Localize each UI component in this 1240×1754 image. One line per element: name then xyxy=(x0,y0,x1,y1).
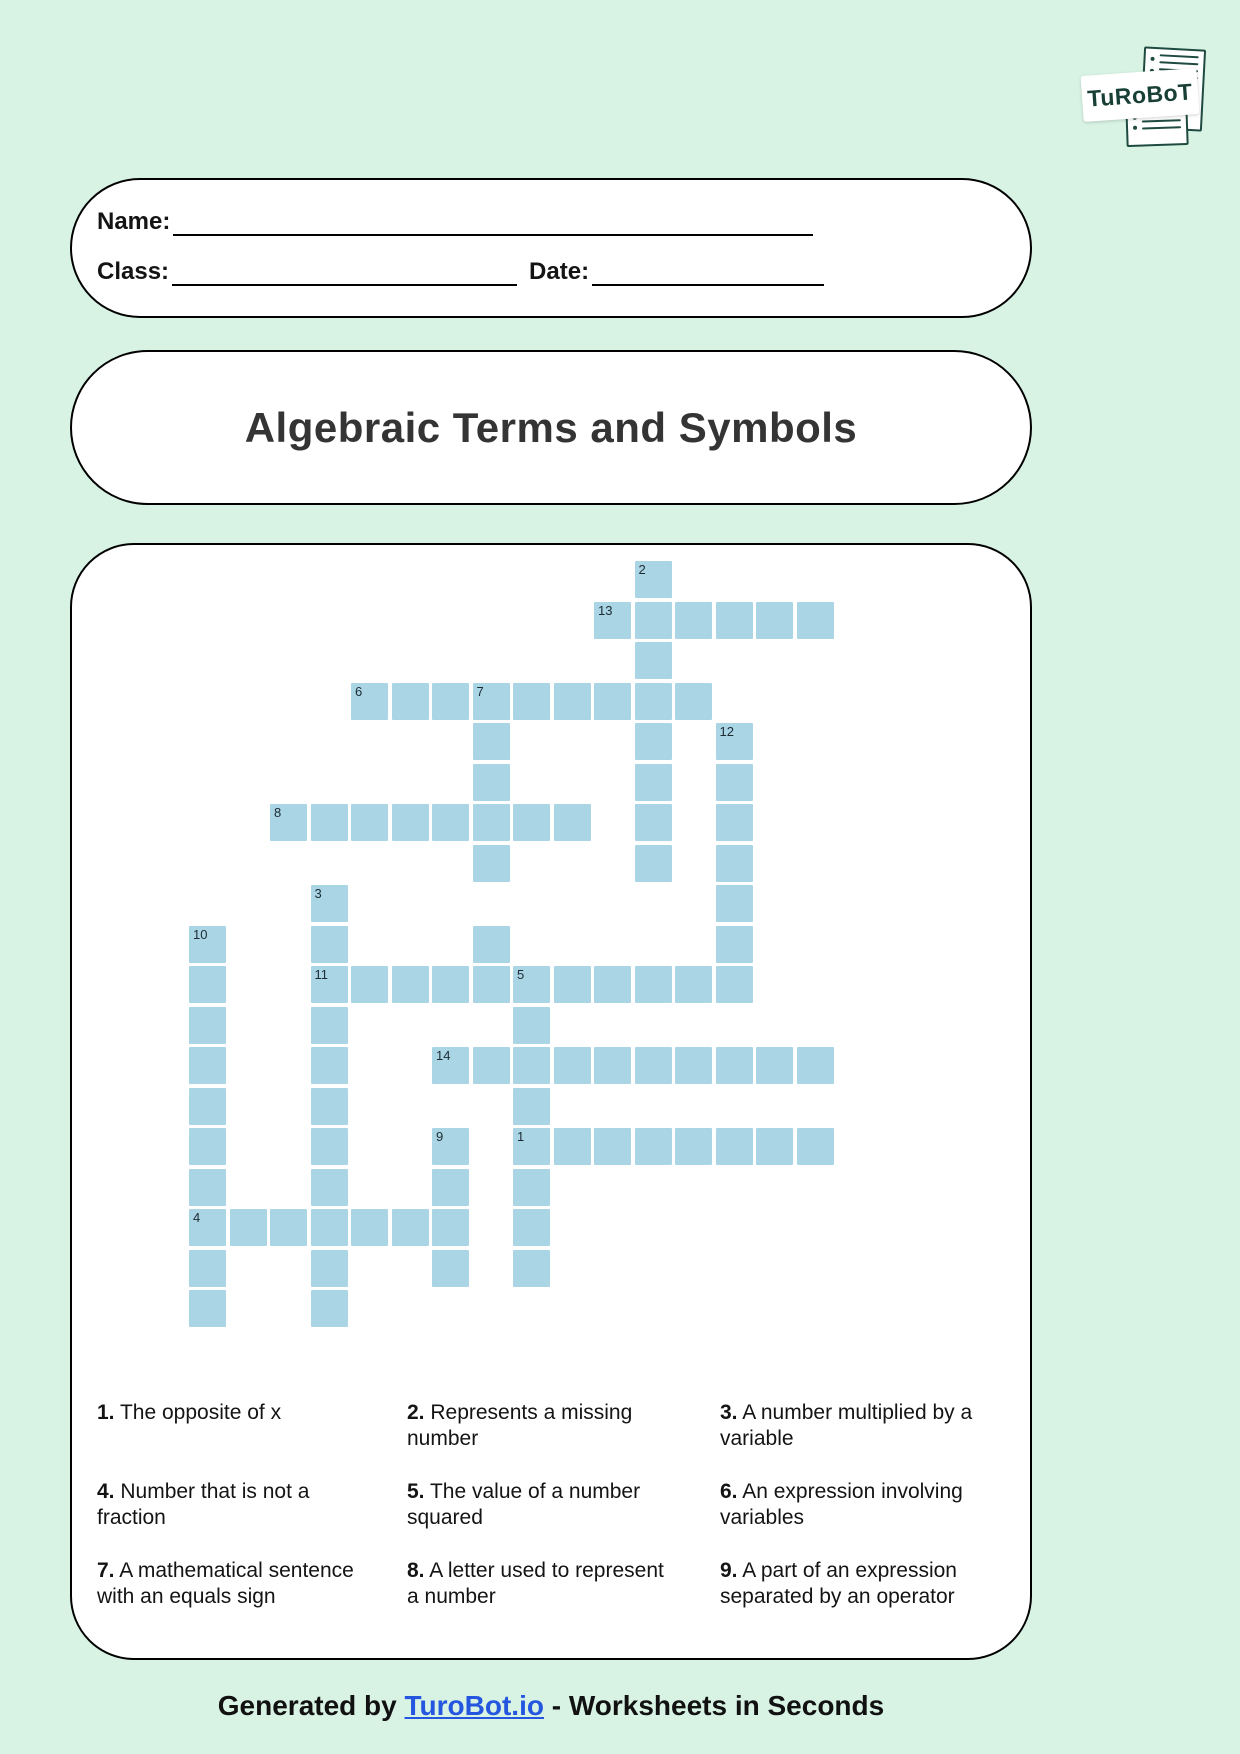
clue-number: 7. xyxy=(97,1559,115,1582)
clue-item xyxy=(97,1558,359,1610)
crossword-cell xyxy=(392,966,429,1003)
crossword-cell xyxy=(675,1128,712,1165)
clue-item xyxy=(97,1400,359,1452)
cell-number: 2 xyxy=(638,562,646,577)
crossword-cell xyxy=(635,561,672,598)
crossword-cell xyxy=(473,926,510,963)
crossword-cell xyxy=(675,602,712,639)
clues-list xyxy=(97,1400,1037,1610)
crossword-cell xyxy=(716,1128,753,1165)
crossword-cell xyxy=(270,1209,307,1246)
cell-number: 14 xyxy=(436,1048,451,1063)
worksheet-title: Algebraic Terms and Symbols xyxy=(244,403,858,451)
crossword-cell xyxy=(513,1047,550,1084)
crossword-cell xyxy=(554,1047,591,1084)
crossword-cell xyxy=(311,1088,348,1125)
crossword-cell xyxy=(635,764,672,801)
clue-text: A part of an expression separated by an operator xyxy=(720,1559,957,1608)
crossword-cell xyxy=(189,1169,226,1206)
crossword-cell xyxy=(716,764,753,801)
crossword-cell xyxy=(311,1047,348,1084)
crossword-cell xyxy=(473,845,510,882)
crossword-cell xyxy=(311,1007,348,1044)
crossword-cell xyxy=(716,723,753,760)
crossword-cell xyxy=(473,1047,510,1084)
crossword-grid xyxy=(189,561,834,1328)
name-class-date-panel xyxy=(70,178,1032,318)
crossword-cell xyxy=(635,602,672,639)
class-label: Class: xyxy=(97,258,170,285)
title-panel xyxy=(70,350,1032,505)
cell-number: 6 xyxy=(355,683,363,699)
cell-number: 11 xyxy=(314,967,328,982)
crossword-cell xyxy=(189,1128,226,1165)
crossword-cell xyxy=(392,804,429,841)
crossword-cell xyxy=(392,683,429,720)
crossword-cell xyxy=(554,683,591,720)
turobot-link[interactable]: TuroBot.io xyxy=(404,1690,544,1721)
crossword-cell xyxy=(716,926,753,963)
crossword-cell xyxy=(351,683,388,720)
crossword-cell xyxy=(513,1169,550,1206)
name-row xyxy=(97,208,1030,236)
crossword-cell xyxy=(635,683,672,720)
crossword-cell xyxy=(756,1047,793,1084)
crossword-cell xyxy=(756,602,793,639)
crossword-cell xyxy=(432,1209,469,1246)
clue-number: 2. xyxy=(407,1401,425,1424)
crossword-cell xyxy=(513,804,550,841)
crossword-cell xyxy=(635,804,672,841)
clue-item xyxy=(407,1479,669,1531)
crossword-cell xyxy=(675,683,712,720)
crossword-cell xyxy=(432,683,469,720)
crossword-cell xyxy=(311,885,348,922)
cell-number: 10 xyxy=(193,926,208,942)
turobot-logo xyxy=(1082,46,1222,146)
crossword-cell xyxy=(675,966,712,1003)
name-blank-line xyxy=(173,210,813,236)
date-blank-line xyxy=(592,260,824,286)
logo-wordmark: TuRoBoT xyxy=(1081,68,1200,122)
clue-text: An expression involving variables xyxy=(720,1480,963,1529)
crossword-panel xyxy=(70,543,1032,1660)
clue-text: A mathematical sentence with an equals sign xyxy=(97,1559,354,1608)
crossword-cell xyxy=(230,1209,267,1246)
cell-number: 5 xyxy=(517,967,525,982)
clue-number: 6. xyxy=(720,1480,738,1503)
crossword-cell xyxy=(189,1250,226,1287)
crossword-cell xyxy=(513,1088,550,1125)
crossword-cell xyxy=(716,602,753,639)
clue-text: The opposite of x xyxy=(114,1401,282,1424)
clue-number: 1. xyxy=(97,1401,115,1424)
clue-text: A letter used to represent a number xyxy=(407,1559,664,1608)
clue-item xyxy=(720,1400,982,1452)
date-label: Date: xyxy=(529,258,590,285)
crossword-cell xyxy=(513,1128,550,1165)
crossword-cell xyxy=(716,804,753,841)
crossword-cell xyxy=(473,966,510,1003)
cell-number: 3 xyxy=(314,886,322,901)
footer-credit xyxy=(70,1690,1032,1722)
crossword-cell xyxy=(513,1250,550,1287)
crossword-cell xyxy=(797,1047,834,1084)
crossword-cell xyxy=(513,1209,550,1246)
clue-text: Represents a missing number xyxy=(407,1401,633,1450)
crossword-cell xyxy=(189,926,226,963)
crossword-cell xyxy=(594,683,631,720)
cell-number: 7 xyxy=(476,683,484,699)
crossword-cell xyxy=(513,966,550,1003)
crossword-cell xyxy=(594,1128,631,1165)
crossword-cell xyxy=(432,1169,469,1206)
cell-number: 8 xyxy=(274,805,282,820)
cell-number: 13 xyxy=(598,602,613,618)
clue-number: 3. xyxy=(720,1401,738,1424)
crossword-cell xyxy=(311,1128,348,1165)
crossword-cell xyxy=(311,926,348,963)
crossword-cell xyxy=(716,966,753,1003)
crossword-cell xyxy=(189,1007,226,1044)
clue-item xyxy=(407,1558,669,1610)
crossword-cell xyxy=(513,683,550,720)
crossword-cell xyxy=(311,1290,348,1327)
cell-number: 12 xyxy=(719,724,734,739)
crossword-cell xyxy=(432,966,469,1003)
clue-item xyxy=(407,1400,669,1452)
crossword-cell xyxy=(797,1128,834,1165)
name-label: Name: xyxy=(97,208,171,235)
crossword-cell xyxy=(189,1290,226,1327)
crossword-cell xyxy=(311,804,348,841)
crossword-cell xyxy=(351,804,388,841)
crossword-cell xyxy=(473,804,510,841)
crossword-cell xyxy=(270,804,307,841)
crossword-cell xyxy=(189,1209,226,1246)
crossword-cell xyxy=(635,845,672,882)
clue-text: The value of a number squared xyxy=(407,1480,641,1529)
clue-text: Number that is not a fraction xyxy=(97,1480,310,1529)
crossword-cell xyxy=(797,602,834,639)
crossword-cell xyxy=(432,804,469,841)
clue-item xyxy=(720,1558,982,1610)
crossword-cell xyxy=(432,1128,469,1165)
crossword-cell xyxy=(594,602,631,639)
crossword-cell xyxy=(554,804,591,841)
cell-number: 4 xyxy=(193,1210,201,1225)
crossword-cell xyxy=(311,1209,348,1246)
crossword-cell xyxy=(351,966,388,1003)
crossword-cell xyxy=(756,1128,793,1165)
crossword-cell xyxy=(473,723,510,760)
clue-text: A number multiplied by a variable xyxy=(720,1401,973,1450)
crossword-cell xyxy=(554,966,591,1003)
footer-prefix: Generated by xyxy=(217,1690,405,1721)
crossword-cell xyxy=(716,1047,753,1084)
class-date-row xyxy=(97,258,1030,286)
crossword-cell xyxy=(554,1128,591,1165)
crossword-cell xyxy=(311,966,348,1003)
crossword-cell xyxy=(189,1047,226,1084)
crossword-cell xyxy=(716,845,753,882)
crossword-cell xyxy=(473,683,510,720)
crossword-cell xyxy=(635,642,672,679)
clue-number: 8. xyxy=(407,1559,425,1582)
crossword-cell xyxy=(594,1047,631,1084)
crossword-cell xyxy=(189,966,226,1003)
class-blank-line xyxy=(172,260,517,286)
crossword-cell xyxy=(311,1250,348,1287)
crossword-cell xyxy=(473,764,510,801)
clue-item xyxy=(720,1479,982,1531)
crossword-cell xyxy=(594,966,631,1003)
crossword-cell xyxy=(392,1209,429,1246)
crossword-cell xyxy=(189,1088,226,1125)
crossword-cell xyxy=(675,1047,712,1084)
clue-number: 4. xyxy=(97,1480,115,1503)
crossword-cell xyxy=(432,1250,469,1287)
crossword-cell xyxy=(635,1047,672,1084)
footer-suffix: - Worksheets in Seconds xyxy=(543,1690,885,1721)
crossword-cell xyxy=(513,1007,550,1044)
clue-item xyxy=(97,1479,359,1531)
crossword-cell xyxy=(432,1047,469,1084)
clue-number: 5. xyxy=(407,1480,425,1503)
crossword-cell xyxy=(635,723,672,760)
cell-number: 1 xyxy=(517,1129,525,1144)
crossword-cell xyxy=(635,1128,672,1165)
crossword-cell xyxy=(311,1169,348,1206)
crossword-cell xyxy=(351,1209,388,1246)
clue-number: 9. xyxy=(720,1559,738,1582)
cell-number: 9 xyxy=(436,1129,444,1144)
crossword-cell xyxy=(716,885,753,922)
crossword-cell xyxy=(635,966,672,1003)
